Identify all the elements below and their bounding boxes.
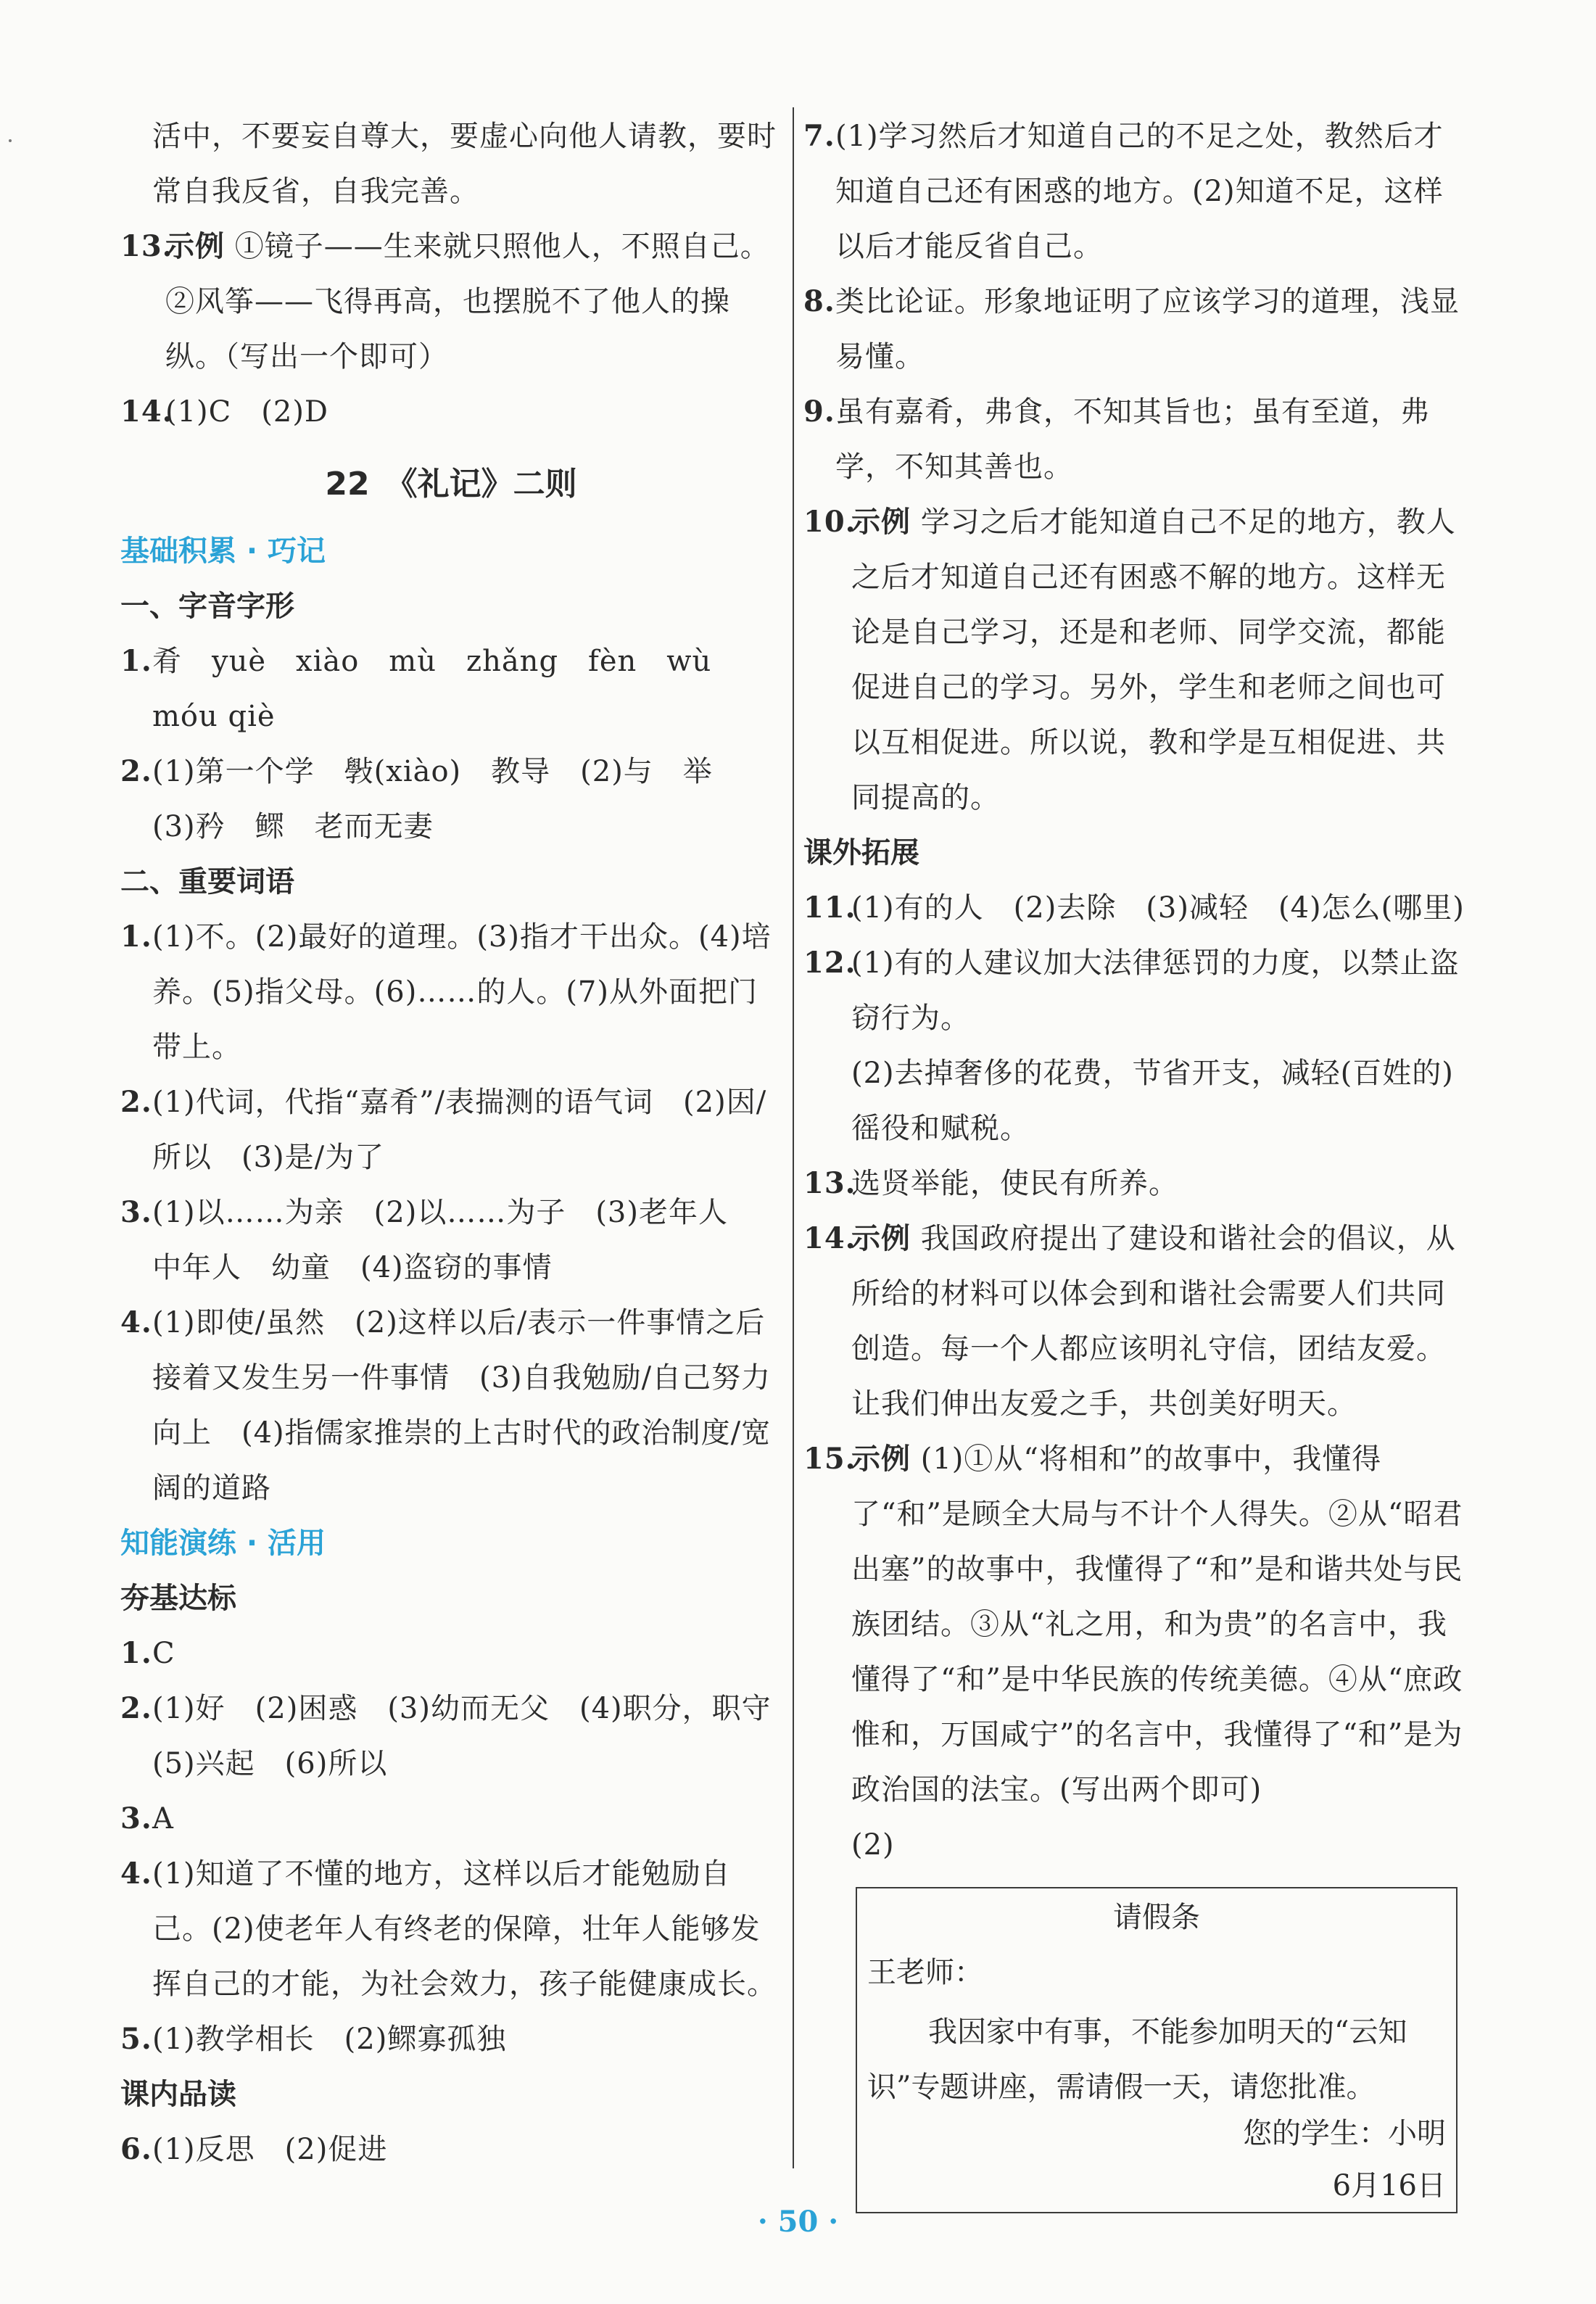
- answer-13: [120, 219, 782, 384]
- answer-number: 1.: [120, 920, 152, 954]
- answer-r9: [803, 384, 1465, 495]
- answer-r15-part2: [803, 1817, 1465, 1872]
- answer-b2: [120, 1075, 782, 1185]
- answer-text: (1)教学相长 (2)鳏寡孤独: [152, 2023, 507, 2056]
- answer-number: 4.: [120, 1857, 152, 1891]
- answer-text: (1)以……为亲 (2)以……为子 (3)老年人 中年人 幼童 (4)盗窃的事情: [152, 1196, 758, 1284]
- answer-14: [120, 384, 782, 439]
- answer-text: ①镜子——生来就只照他人，不照自己。②风筝——飞得再高，也摆脱不了他人的操纵。（写出一个即可）: [165, 230, 770, 373]
- answer-text: (2)去掉奢侈的花费，节省开支，减轻(百姓的)徭役和赋税。: [851, 1057, 1454, 1145]
- answer-b3: [120, 1185, 782, 1295]
- answer-r14: [803, 1211, 1465, 1432]
- section-heading-practice: 知能演练 · 活用: [120, 1527, 326, 1560]
- answer-text: 学习之后才能知道自己不足的地方，教人之后才知道自己还有困惑不解的地方。这样无论是自己学习，还是和老师、同学交流，都能促进自己的学习。另外，学生和老师之间也可以互相促进。所以说，教和学是互相促进、共同提高的。: [851, 505, 1456, 814]
- answer-number: 15.: [803, 1442, 856, 1476]
- answer-text: (1)好 (2)困惑 (3)幼而无父 (4)职分，职守 (5)兴起 (6)所以: [152, 1692, 801, 1780]
- answer-number: 11.: [803, 891, 856, 925]
- answer-text: (1)①从“将相和”的故事中，我懂得了“和”是顾全大局与不计个人得失。②从“昭君出塞”的故事中，我懂得了“和”是和谐共处与民族团结。③从“礼之用，和为贵”的名言中，我懂得了“和”是中华民族的传统美德。④从“庶政惟和，万国咸宁”的名言中，我懂得了“和”是为政治国的法宝。(写出两个即可): [851, 1442, 1463, 1807]
- answer-number: 4.: [120, 1305, 152, 1339]
- leave-note-box: [856, 1887, 1458, 2213]
- answer-c1: [120, 1626, 782, 1681]
- subheading-extension: 课外拓展: [803, 836, 919, 870]
- left-column: [120, 109, 801, 2177]
- section-heading-basics: 基础积累 · 巧记: [120, 534, 326, 568]
- answer-text: 我国政府提出了建设和谐社会的倡议，从所给的材料可以体会到和谐社会需要人们共同创造。每一个人都应该明礼守信，团结友爱。让我们伸出友爱之手，共创美好明天。: [851, 1222, 1456, 1421]
- answer-r11: [803, 880, 1465, 936]
- answer-number: 8.: [803, 284, 835, 318]
- answer-c2: [120, 1681, 801, 1791]
- answer-text: 选贤举能，使民有所养。: [851, 1167, 1178, 1200]
- answer-number: 12.: [803, 946, 856, 980]
- answer-a2: [120, 744, 782, 854]
- subheading-foundation: 夯基达标: [120, 1582, 236, 1615]
- answer-number: 9.: [803, 395, 835, 429]
- answer-text: A: [152, 1802, 174, 1836]
- answer-text: (1)不。(2)最好的道理。(3)指才干出众。(4)培养。(5)指父母。(6)……的人。(7)从外面把门带上。: [152, 920, 772, 1064]
- answer-text: (1)学习然后才知道自己的不足之处，教然后才知道自己还有困惑的地方。(2)知道不足，这样以后才能反省自己。: [835, 120, 1444, 263]
- answer-number: 2.: [120, 1085, 152, 1119]
- answer-text: C: [152, 1637, 175, 1670]
- answer-number: 14.: [120, 395, 173, 429]
- answer-r8: [803, 274, 1465, 384]
- answer-number: 5.: [120, 2022, 152, 2056]
- answer-b1: [120, 909, 782, 1075]
- continued-paragraph: 活中，不要妄自尊大，要虚心向他人请教，要时常自我反省，自我完善。: [152, 120, 777, 208]
- subheading-in-class-reading: 课内品读: [120, 2078, 236, 2111]
- answer-number: 1.: [120, 644, 152, 678]
- answer-text: (1)反思 (2)促进: [152, 2133, 388, 2166]
- leave-note-date: 6月16日: [1332, 2169, 1446, 2202]
- leave-note-recipient: 王老师：: [867, 1956, 983, 1989]
- answer-text: 虽有嘉肴，弗食，不知其旨也；虽有至道，弗学，不知其善也。: [835, 395, 1430, 484]
- example-label: 示例: [851, 1221, 911, 1255]
- answer-number: 7.: [803, 119, 835, 153]
- example-label: 示例: [851, 1442, 911, 1476]
- answer-r15: [803, 1432, 1465, 1817]
- answer-r13: [803, 1156, 1465, 1211]
- example-label: 示例: [851, 505, 911, 539]
- answer-r7: [803, 109, 1465, 274]
- answer-number: 2.: [120, 1691, 152, 1725]
- answer-text: 肴 yuè xiào mù zhǎng fèn wù móu qiè: [152, 645, 742, 733]
- answer-number: 3.: [120, 1195, 152, 1229]
- answer-r12-part2: [803, 1046, 1465, 1156]
- page-number: · 50 ·: [757, 2205, 839, 2239]
- answer-text: (2): [851, 1828, 895, 1862]
- answer-text: (1)C (2)D: [165, 395, 328, 429]
- answer-c5: [120, 2012, 782, 2067]
- answer-text: (1)即使/虽然 (2)这样以后/表示一件事情之后接着又发生另一件事情 (3)自我勉励/自己努力向上 (4)指儒家推崇的上古时代的政治制度/宽阔的道路: [152, 1306, 772, 1505]
- leave-note-title: 请假条: [1113, 1901, 1200, 1934]
- answer-b4: [120, 1295, 782, 1516]
- example-label: 示例: [165, 229, 225, 263]
- subheading-vocabulary: 二、重要词语: [120, 865, 294, 899]
- right-column: [803, 109, 1465, 2213]
- leave-note-signature: 您的学生：小明: [1243, 2117, 1446, 2150]
- answer-text: (1)有的人 (2)去除 (3)减轻 (4)怎么(哪里): [851, 891, 1465, 925]
- answer-text: 类比论证。形象地证明了应该学习的道理，浅显易懂。: [835, 285, 1460, 373]
- answer-c6: [120, 2122, 782, 2177]
- answer-number: 6.: [120, 2132, 152, 2166]
- answer-text: (1)知道了不懂的地方，这样以后才能勉励自己。(2)使老年人有终老的保障，壮年人能够发挥自己的才能，为社会效力，孩子能健康成长。: [152, 1857, 777, 2001]
- answer-number: 10.: [803, 505, 856, 539]
- answer-text: (1)第一个学 斅(xiào) 教导 (2)与 举 (3)矜 鳏 老而无妻: [152, 755, 743, 843]
- answer-a1: [120, 634, 782, 744]
- scan-dot: [9, 139, 12, 142]
- answer-number: 13.: [803, 1166, 856, 1200]
- answer-c3: [120, 1791, 782, 1846]
- answer-text: (1)有的人建议加大法律惩罚的力度，以禁止盗窃行为。: [851, 946, 1460, 1035]
- column-divider: [793, 107, 794, 2168]
- leave-note-body: 我因家中有事，不能参加明天的“云知识”专题讲座，需请假一天，请您批准。: [867, 2015, 1407, 2104]
- answer-number: 2.: [120, 754, 152, 788]
- answer-number: 13.: [120, 229, 173, 263]
- answer-number: 1.: [120, 1636, 152, 1670]
- subheading-pronunciation: 一、字音字形: [120, 590, 294, 623]
- answer-r10: [803, 495, 1465, 825]
- lesson-title: 22 《礼记》二则: [325, 466, 577, 503]
- answer-text: (1)代词，代指“嘉肴”/表揣测的语气词 (2)因/所以 (3)是/为了: [152, 1086, 767, 1174]
- answer-number: 3.: [120, 1801, 152, 1836]
- answer-c4: [120, 1846, 782, 2012]
- answer-number: 14.: [803, 1221, 856, 1255]
- answer-r12: [803, 936, 1465, 1046]
